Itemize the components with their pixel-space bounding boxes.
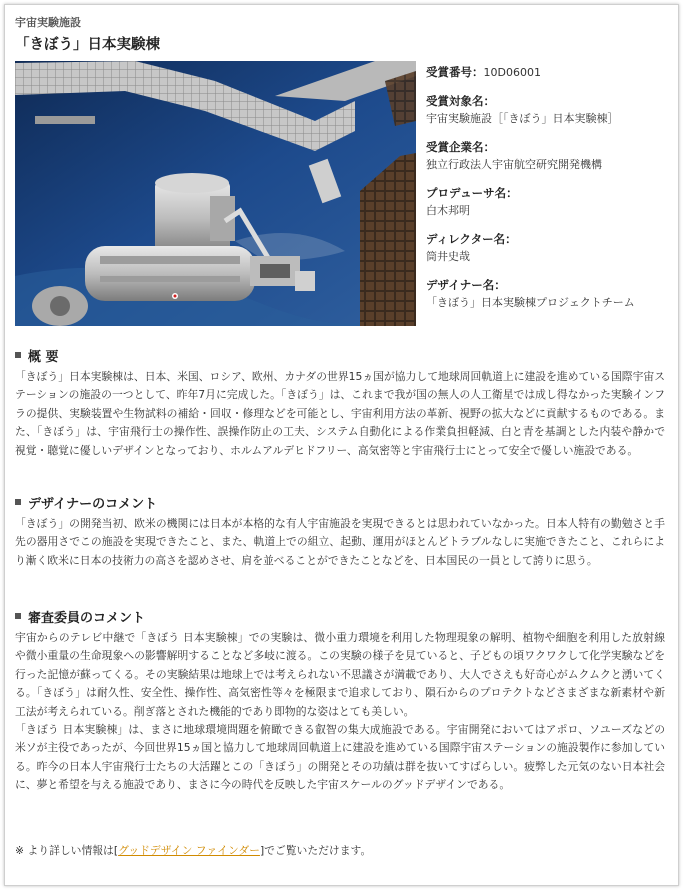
- square-bullet-icon: [15, 352, 21, 358]
- jury-comment-paragraph: 宇宙からのテレビ中継で「きぼう 日本実験棟」での実験は、微小重力環境を利用した物理現象の解明、植物や細胞を利用した放射線や微小重量の生命現象への影響解明することなど多岐に渡る。この実験の様子を見ていると、子どもの頃ワクワクして化学実験などを行った記憶が蘇ってくる。その実験結果は地球上では考えられない不思議さが満載であり、大人でさえも好奇心がムクムクと湧いてくる。「きぼう」は耐久性、安全性、操作性、高気密性等々を極限まで追求しており、隕石からのプロテクトなどさまざまな新素材や新工法が考えられている。削ぎ落とされた機能的であり即物的な姿はとても美しい。: [15, 631, 665, 718]
- award-info: [426, 64, 676, 323]
- designer-value: 「きぼう」日本実験棟プロジェクトチーム: [426, 296, 635, 309]
- designer-label: デザイナー名：: [426, 278, 506, 292]
- producer-label: プロデューサ名：: [426, 186, 518, 200]
- award-number-label: 受賞番号：: [426, 65, 484, 79]
- award-company-value: 独立行政法人宇宙航空研究開発機構: [426, 158, 602, 171]
- award-target-label: 受賞対象名：: [426, 94, 495, 108]
- kibo-space-station-photo: [15, 61, 416, 326]
- good-design-finder-link[interactable]: グッドデザイン ファインダー: [118, 844, 260, 857]
- more-info-note: [15, 843, 371, 858]
- square-bullet-icon: [15, 613, 21, 619]
- note-prefix: ※ より詳しい情報は[: [15, 844, 119, 857]
- designer-comment-heading-text: デザイナーのコメント: [28, 496, 158, 512]
- overview-heading: [15, 346, 665, 364]
- jury-comment-heading-text: 審査委員のコメント: [28, 610, 146, 626]
- designer-comment-body: [15, 515, 665, 570]
- award-target: [426, 93, 676, 127]
- jury-comment-section: [15, 607, 665, 795]
- jury-comment-paragraph: 「きぼう 日本実験棟」は、まさに地球環境問題を俯瞰できる叡智の集大成施設である。宇宙開発においてはアポロ、ソユーズなどの米ソが主役であったが、今回世界15ヵ国と協力して地球周回軌道上に建設を進めている国際宇宙ステーションの施設製作に参加している。昨今の日本人宇宙飛行士たちの大活躍とこの「きぼう」の開発とその功績は群を抜いてすばらしい。疲弊した元気のない日本社会に、夢と希望を与える施設であり、まさに今の時代を反映した宇宙スケールのグッドデザインである。: [15, 723, 665, 792]
- producer-value: 白木邦明: [426, 204, 470, 217]
- square-bullet-icon: [15, 499, 21, 505]
- overview-section: [15, 346, 665, 460]
- category-label: 宇宙実験施設: [15, 16, 81, 29]
- award-number: [426, 64, 676, 81]
- overview-heading-text: 概 要: [28, 349, 59, 365]
- award-number-value: 10D06001: [483, 66, 541, 79]
- designer-comment-section: [15, 493, 665, 570]
- designer: [426, 277, 676, 311]
- page-title: 「きぼう」日本実験棟: [15, 37, 160, 53]
- award-company: [426, 139, 676, 173]
- director-value: 筒井史哉: [426, 250, 470, 263]
- award-target-value: 宇宙実験施設［「きぼう」日本実験棟］: [426, 112, 619, 125]
- designer-comment-paragraph: 「きぼう」の開発当初、欧米の機関には日本が本格的な有人宇宙施設を実現できるとは思われていなかった。日本人特有の勤勉さと手先の器用さでこの施設を実現できたこと、また、軌道上での組立、起動、運用がほとんどトラブルなしに実施できたこと、これらにより漸く欧米に日本の技術力の高さを認めさせ、肩を並べることができたことなどを、日本国民の一員として誇りに思う。: [15, 517, 665, 567]
- designer-comment-heading: [15, 493, 665, 511]
- producer: [426, 185, 676, 219]
- award-company-label: 受賞企業名：: [426, 140, 495, 154]
- note-suffix: ]でご覧いただけます。: [259, 844, 372, 857]
- jury-comment-body: [15, 629, 665, 795]
- director: [426, 231, 676, 265]
- jury-comment-heading: [15, 607, 665, 625]
- overview-body: [15, 368, 665, 460]
- director-label: ディレクター名：: [426, 232, 517, 246]
- overview-paragraph: 「きぼう」日本実験棟は、日本、米国、ロシア、欧州、カナダの世界15ヵ国が協力して地球周回軌道上に建設を進めている国際宇宙ステーションの施設の一つとして、昨年7月に完成した。「きぼう」は、これまで我が国の無人の人工衛星では成し得なかった実験インフラの提供、実験装置や生物試料の補給・回収・修理などを可能とし、宇宙利用方法の革新、視野の拡大などに貢献するものである。また、「きぼう」は、宇宙飛行士の操作性、誤操作防止の工夫、システム自動化による作業負担軽減、白と青を基調とした内装や静かで視覚・聴覚に優しいデザインとなっており、ホルムアルデヒドフリー、高気密等と宇宙飛行士にとって安全で優しい施設である。: [15, 370, 665, 457]
